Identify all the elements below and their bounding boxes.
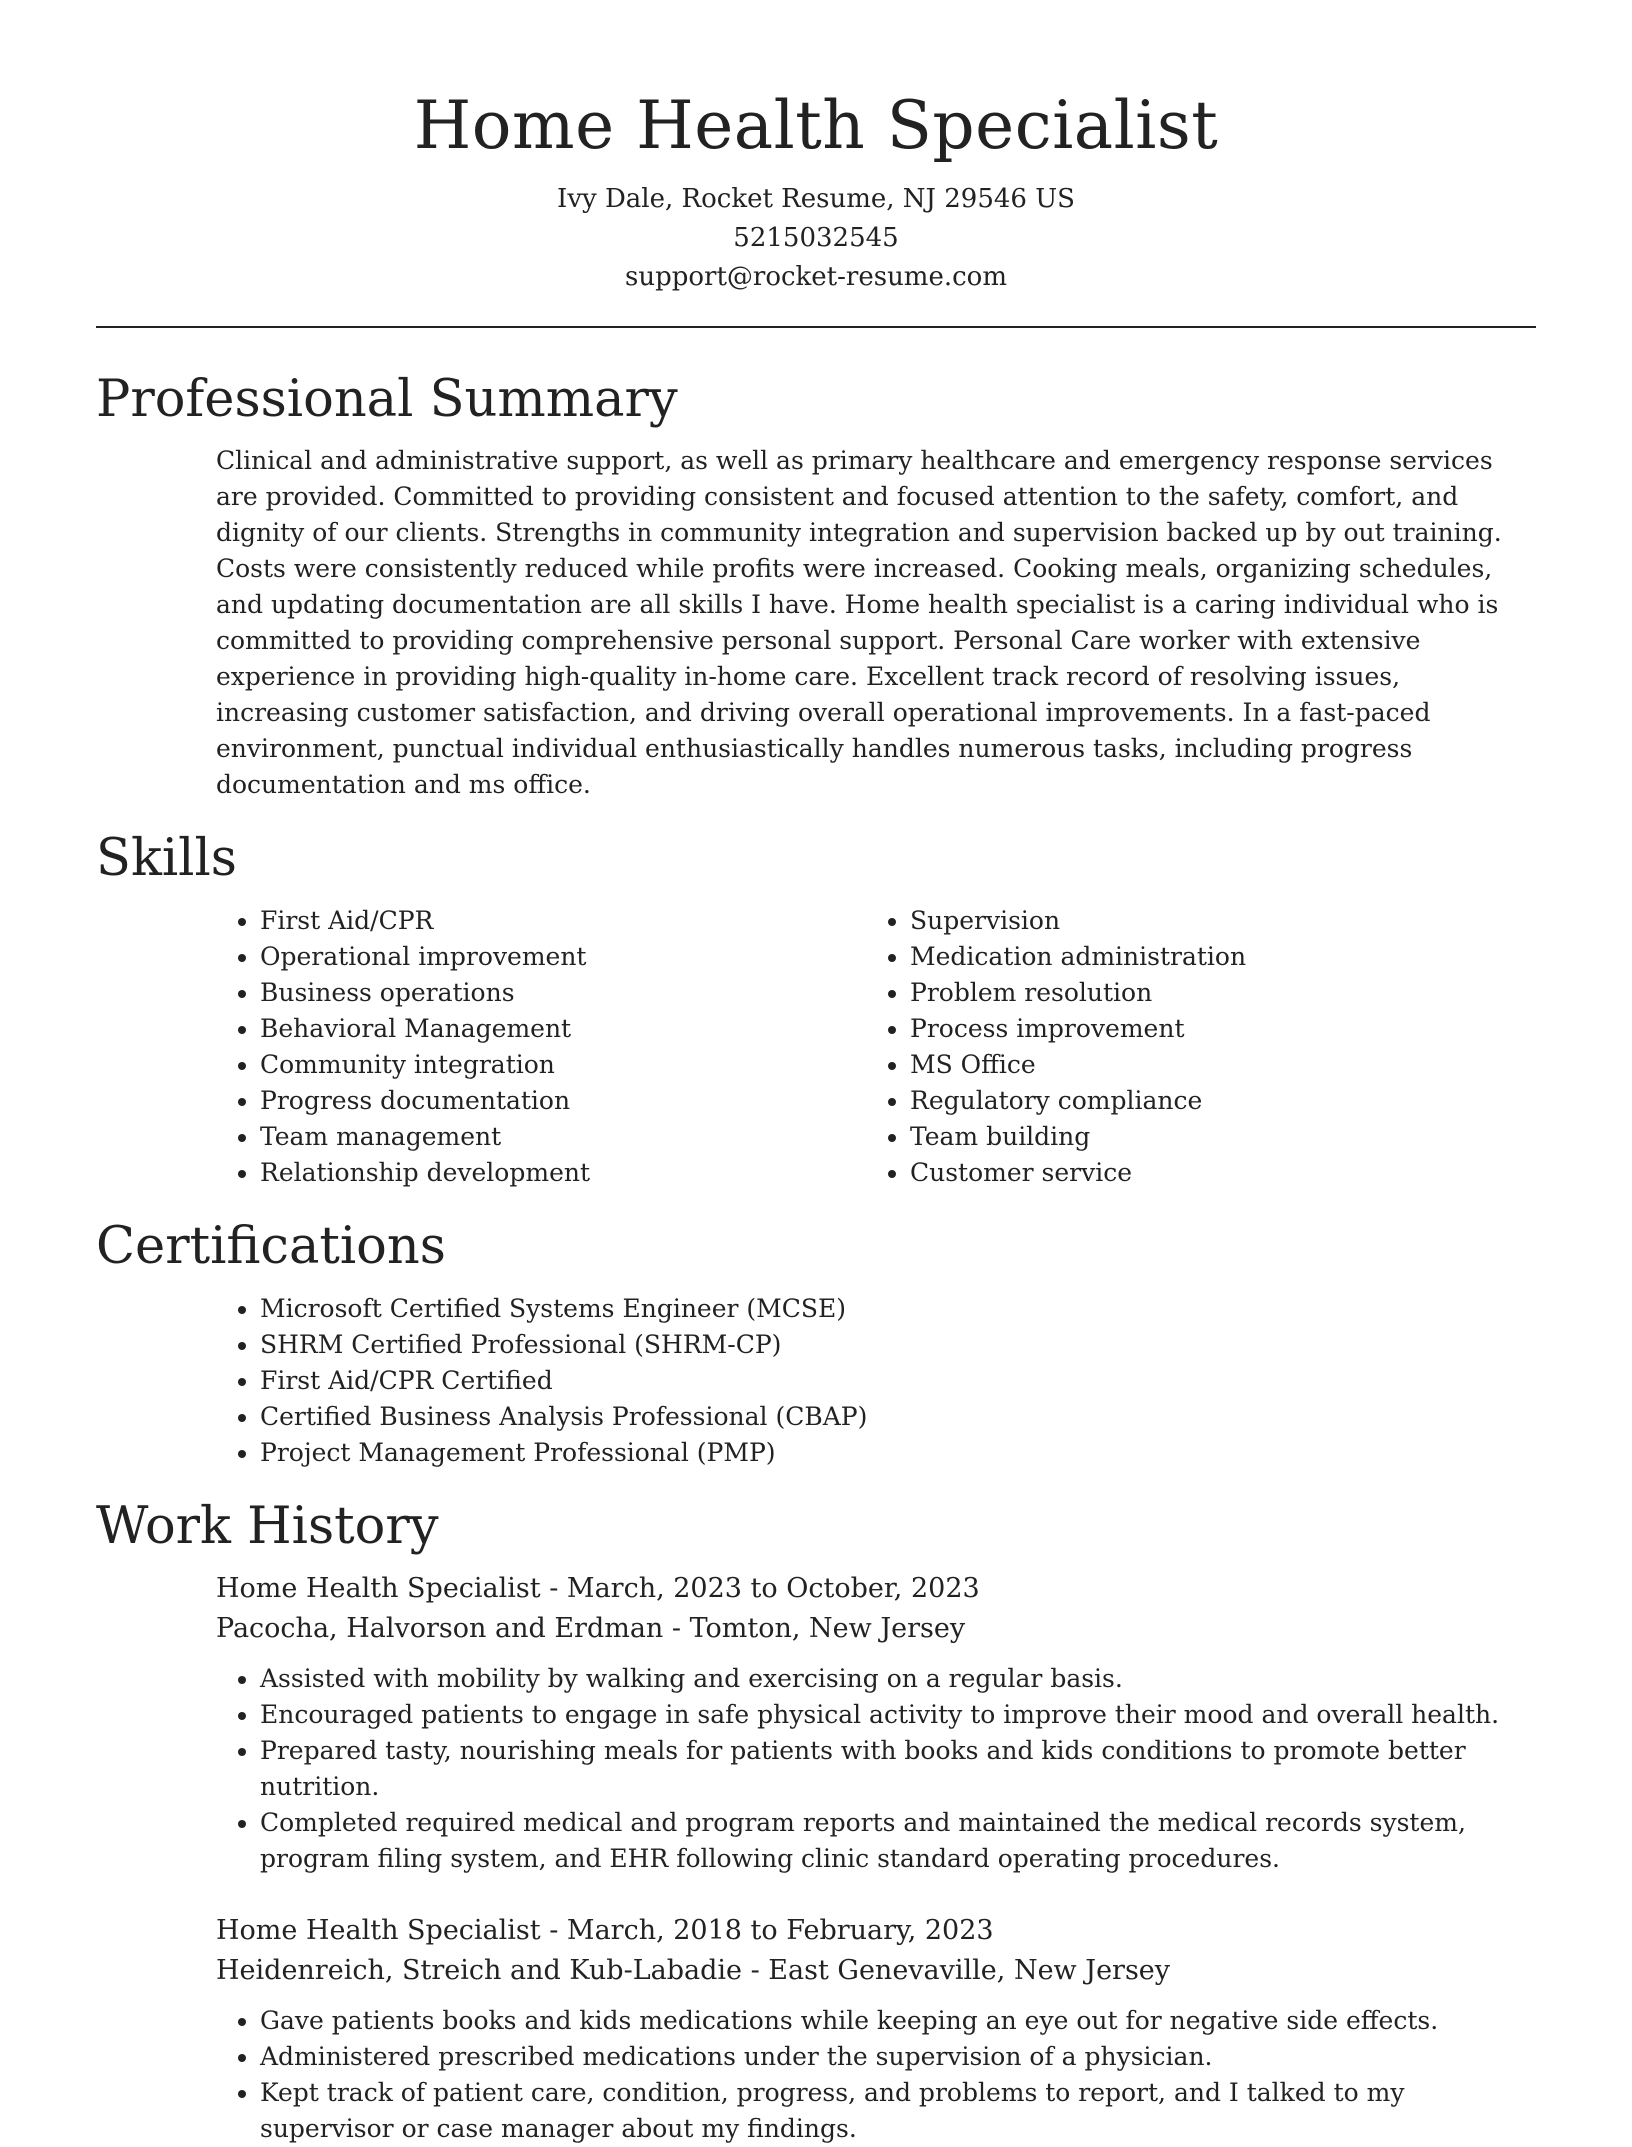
job-bullet: • Assisted with mobility by walking and exercising on a regular basis.: [260, 1661, 1536, 1697]
certifications-heading: Certifications: [96, 1217, 446, 1276]
job-bullet: • Completed required medical and program reports and maintained the medical records system, program filing system, and EHR following clinic standard operating procedures.: [260, 1805, 1536, 1877]
skill-item: • Progress documentation: [260, 1083, 866, 1119]
certification-item: • Project Management Professional (PMP): [260, 1435, 1536, 1471]
job-company-line: Pacocha, Halvorson and Erdman - Tomton, New Jersey: [216, 1613, 966, 1644]
resume-header: [96, 0, 1536, 297]
job-title-line: Home Health Specialist - March, 2018 to February, 2023: [216, 1915, 994, 1946]
skill-item: • First Aid/CPR: [260, 903, 866, 939]
job-bullet: • Administered prescribed medications under the supervision of a physician.: [260, 2039, 1536, 2075]
skill-item: • Team building: [910, 1119, 1516, 1155]
skill-item: • Community integration: [260, 1047, 866, 1083]
certifications-section: [96, 1215, 1536, 1471]
skill-item: • Operational improvement: [260, 939, 866, 975]
skills-column-right: [866, 903, 1516, 1191]
skill-item: • MS Office: [910, 1047, 1516, 1083]
skills-list-left: [216, 903, 866, 1191]
header-divider: [96, 326, 1536, 328]
summary-text: Clinical and administrative support, as well as primary healthcare and emergency response services are provided. Committed to providing consistent and focused attention to the safety, comfort, and dignity of our clients. Strengths in community integration and supervision backed up by out training. Costs were consistently reduced while profits were increased. Cooking meals, organizing schedules, and updating documentation are all skills I have. Home health specialist is a caring individual who is committed to providing comprehensive personal support. Personal Care worker with extensive experience in providing high-quality in-home care. Excellent track record of resolving issues, increasing customer satisfaction, and driving overall operational improvements. In a fast-paced environment, punctual individual enthusiastically handles numerous tasks, including progress documentation and ms office.: [216, 446, 1502, 799]
certification-item: • Microsoft Certified Systems Engineer (MCSE): [260, 1291, 1536, 1327]
job-bullets: [216, 1661, 1536, 1877]
contact-info: [96, 180, 1536, 297]
job-bullets: [216, 2003, 1536, 2147]
work-history-heading: Work History: [96, 1497, 439, 1556]
job-bullet: • Gave patients books and kids medications while keeping an eye out for negative side effects.: [260, 2003, 1536, 2039]
job-company-line: Heidenreich, Streich and Kub-Labadie - East Genevaville, New Jersey: [216, 1955, 1171, 1986]
job-bullet: • Kept track of patient care, condition, progress, and problems to report, and I talked to my supervisor or case manager about my findings.: [260, 2075, 1536, 2147]
job-title-line: Home Health Specialist - March, 2023 to October, 2023: [216, 1573, 980, 1604]
skills-section: [96, 827, 1536, 1191]
certification-item: • First Aid/CPR Certified: [260, 1363, 1536, 1399]
job-bullet: • Encouraged patients to engage in safe physical activity to improve their mood and overall health.: [260, 1697, 1536, 1733]
certification-item: • Certified Business Analysis Professional (CBAP): [260, 1399, 1536, 1435]
skill-item: • Customer service: [910, 1155, 1516, 1191]
skill-item: • Team management: [260, 1119, 866, 1155]
contact-email: support@rocket-resume.com: [624, 262, 1007, 292]
contact-phone: 5215032545: [733, 223, 899, 253]
skill-item: • Problem resolution: [910, 975, 1516, 1011]
summary-section: [96, 368, 1536, 803]
job-bullet: • Prepared tasty, nourishing meals for patients with books and kids conditions to promote better nutrition.: [260, 1733, 1536, 1805]
skill-item: • Process improvement: [910, 1011, 1516, 1047]
skill-item: • Behavioral Management: [260, 1011, 866, 1047]
certifications-list: [216, 1291, 1536, 1471]
skill-item: • Medication administration: [910, 939, 1516, 975]
skill-item: • Regulatory compliance: [910, 1083, 1516, 1119]
skill-item: • Supervision: [910, 903, 1516, 939]
skills-heading: Skills: [96, 829, 237, 888]
summary-heading: Professional Summary: [96, 370, 678, 429]
skills-column-left: [216, 903, 866, 1191]
job-entry: [216, 1569, 1536, 1877]
certification-item: • SHRM Certified Professional (SHRM-CP): [260, 1327, 1536, 1363]
skills-list-right: [866, 903, 1516, 1191]
work-history-section: [96, 1495, 1536, 2147]
contact-address: Ivy Dale, Rocket Resume, NJ 29546 US: [557, 184, 1075, 214]
resume-page: [96, 0, 1536, 2147]
skills-grid: [216, 903, 1536, 1191]
candidate-name: Home Health Specialist: [413, 87, 1219, 164]
skill-item: • Business operations: [260, 975, 866, 1011]
skill-item: • Relationship development: [260, 1155, 866, 1191]
